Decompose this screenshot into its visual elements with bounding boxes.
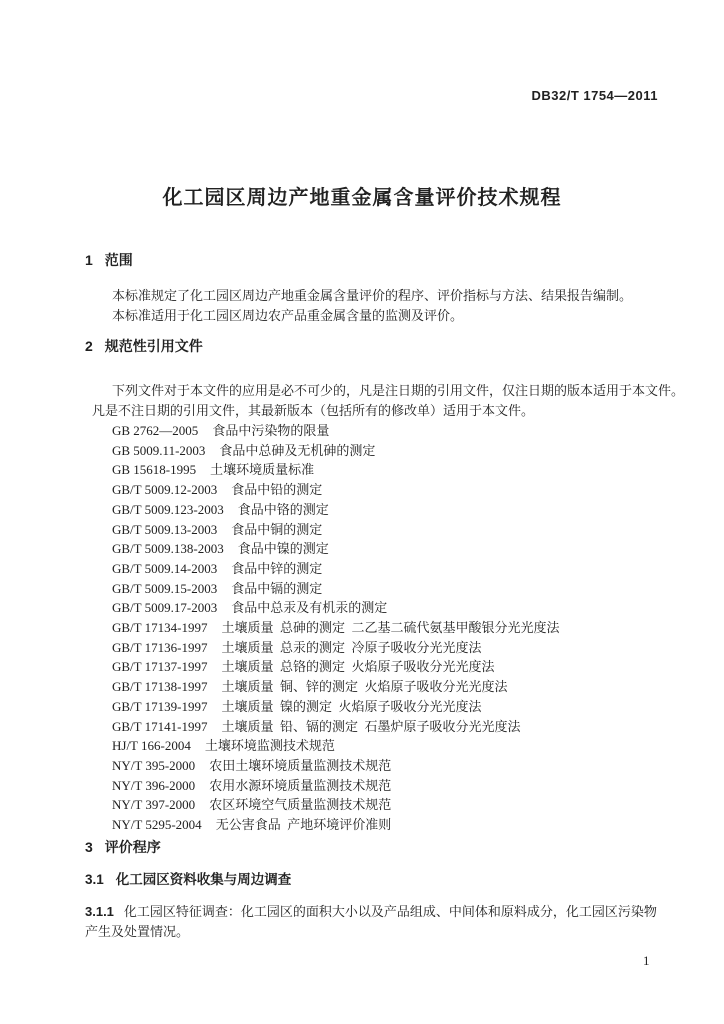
section-3-1-title: 化工园区资料收集与周边调查 — [115, 871, 292, 887]
reference-item — [85, 441, 662, 461]
reference-item — [85, 756, 662, 776]
page-number: 1 — [643, 953, 650, 968]
reference-code: HJ/T 166-2004 — [112, 738, 191, 754]
reference-item — [85, 480, 662, 500]
reference-item — [85, 421, 662, 441]
reference-item — [85, 697, 662, 717]
reference-title: 农田土壤环境质量监测技术规范 — [209, 757, 392, 773]
scope-paragraph-line-1: 本标准规定了化工园区周边产地重金属含量评价的程序、评价指标与方法、结果报告编制。 — [112, 288, 633, 303]
section-2-title: 规范性引用文件 — [104, 338, 203, 354]
references-intro-line-2: 凡是不注日期的引用文件，其最新版本（包括所有的修改单）适用于本文件。 — [92, 403, 535, 418]
reference-item — [85, 539, 662, 559]
reference-item — [85, 579, 662, 599]
reference-title: 食品中铬的测定 — [237, 501, 329, 517]
reference-title: 土壤环境质量标准 — [210, 462, 315, 478]
reference-title: 食品中污染物的限量 — [212, 423, 330, 438]
reference-item — [85, 736, 662, 756]
reference-item — [85, 677, 662, 697]
reference-code: NY/T 395-2000 — [112, 757, 196, 773]
reference-title: 土壤环境监测技术规范 — [204, 738, 335, 754]
clause-3-1-1 — [85, 902, 662, 942]
reference-code: GB 5009.11-2003 — [112, 442, 206, 458]
reference-item — [85, 618, 662, 638]
reference-title: 土壤质量 总铬的测定 火焰原子吸收分光光度法 — [221, 659, 495, 675]
reference-title: 食品中镉的测定 — [231, 580, 323, 596]
reference-title: 食品中铅的测定 — [231, 482, 323, 498]
reference-code: NY/T 397-2000 — [112, 797, 196, 813]
section-3-1-heading — [85, 872, 662, 888]
reference-code: GB/T 5009.14-2003 — [112, 560, 218, 576]
scope-paragraph-line-2: 本标准适用于化工园区周边农产品重金属含量的监测及评价。 — [112, 308, 464, 323]
reference-title: 土壤质量 铜、锌的测定 火焰原子吸收分光光度法 — [221, 679, 508, 695]
reference-title: 土壤质量 总汞的测定 冷原子吸收分光光度法 — [221, 639, 482, 655]
clause-3-1-1-text: 化工园区特征调查：化工园区的面积大小以及产品组成、中间体和原料成分，化工园区污染物产生及处置情况。 — [85, 903, 657, 939]
reference-code: GB/T 17141-1997 — [112, 718, 208, 734]
reference-title: 无公害食品 产地环境评价准则 — [215, 817, 392, 833]
section-2-heading — [85, 338, 662, 354]
reference-title: 土壤质量 铅、镉的测定 石墨炉原子吸收分光光度法 — [221, 718, 521, 734]
reference-code: GB/T 5009.138-2003 — [112, 541, 224, 557]
section-1-title: 范围 — [104, 252, 133, 268]
reference-item — [85, 657, 662, 677]
reference-code: GB/T 17134-1997 — [112, 620, 208, 636]
section-3-title: 评价程序 — [104, 838, 161, 855]
reference-title: 食品中总砷及无机砷的测定 — [219, 442, 376, 458]
reference-title: 食品中总汞及有机汞的测定 — [231, 600, 388, 616]
reference-item — [85, 460, 662, 480]
reference-code: GB/T 17136-1997 — [112, 639, 208, 655]
standard-code: DB32/T 1754—2011 — [531, 88, 658, 103]
reference-item — [85, 776, 662, 796]
reference-title: 土壤质量 镍的测定 火焰原子吸收分光光度法 — [221, 698, 482, 714]
section-3-number: 3 — [85, 838, 93, 855]
reference-item — [85, 559, 662, 579]
references-list — [85, 421, 662, 835]
reference-item — [85, 598, 662, 618]
reference-code: GB/T 5009.17-2003 — [112, 600, 218, 616]
reference-code: GB 2762—2005 — [112, 423, 199, 438]
reference-item — [85, 638, 662, 658]
reference-title: 农用水源环境质量监测技术规范 — [209, 777, 392, 793]
reference-item — [85, 795, 662, 815]
reference-title: 农区环境空气质量监测技术规范 — [209, 797, 392, 813]
reference-code: GB 15618-1995 — [112, 462, 197, 478]
section-1-number: 1 — [85, 252, 93, 268]
reference-item — [85, 500, 662, 520]
section-1-heading — [85, 252, 662, 268]
section-2-number: 2 — [85, 338, 93, 354]
reference-code: GB/T 5009.13-2003 — [112, 521, 218, 537]
reference-code: GB/T 17139-1997 — [112, 698, 208, 714]
reference-code: NY/T 5295-2004 — [112, 817, 202, 833]
reference-title: 食品中铜的测定 — [231, 521, 323, 537]
reference-title: 土壤质量 总砷的测定 二乙基二硫代氨基甲酸银分光光度法 — [221, 620, 560, 636]
reference-item — [85, 815, 662, 835]
reference-code: GB/T 17137-1997 — [112, 659, 208, 675]
reference-code: NY/T 396-2000 — [112, 777, 196, 793]
references-intro-line-1: 下列文件对于本文件的应用是必不可少的，凡是注日期的引用文件，仅注日期的版本适用于本文件。 — [112, 383, 685, 398]
reference-code: GB/T 17138-1997 — [112, 679, 208, 695]
reference-item — [85, 717, 662, 737]
clause-3-1-1-number: 3.1.1 — [85, 903, 114, 919]
document-title: 化工园区周边产地重金属含量评价技术规程 — [162, 187, 562, 209]
section-3-1-number: 3.1 — [85, 871, 104, 887]
reference-code: GB/T 5009.123-2003 — [112, 501, 224, 517]
reference-code: GB/T 5009.12-2003 — [112, 482, 218, 498]
reference-title: 食品中锌的测定 — [231, 560, 323, 576]
reference-item — [85, 520, 662, 540]
reference-code: GB/T 5009.15-2003 — [112, 580, 218, 596]
section-3-heading — [85, 839, 662, 855]
reference-title: 食品中镍的测定 — [237, 541, 329, 557]
document-body — [85, 252, 685, 942]
page-header — [85, 0, 658, 103]
